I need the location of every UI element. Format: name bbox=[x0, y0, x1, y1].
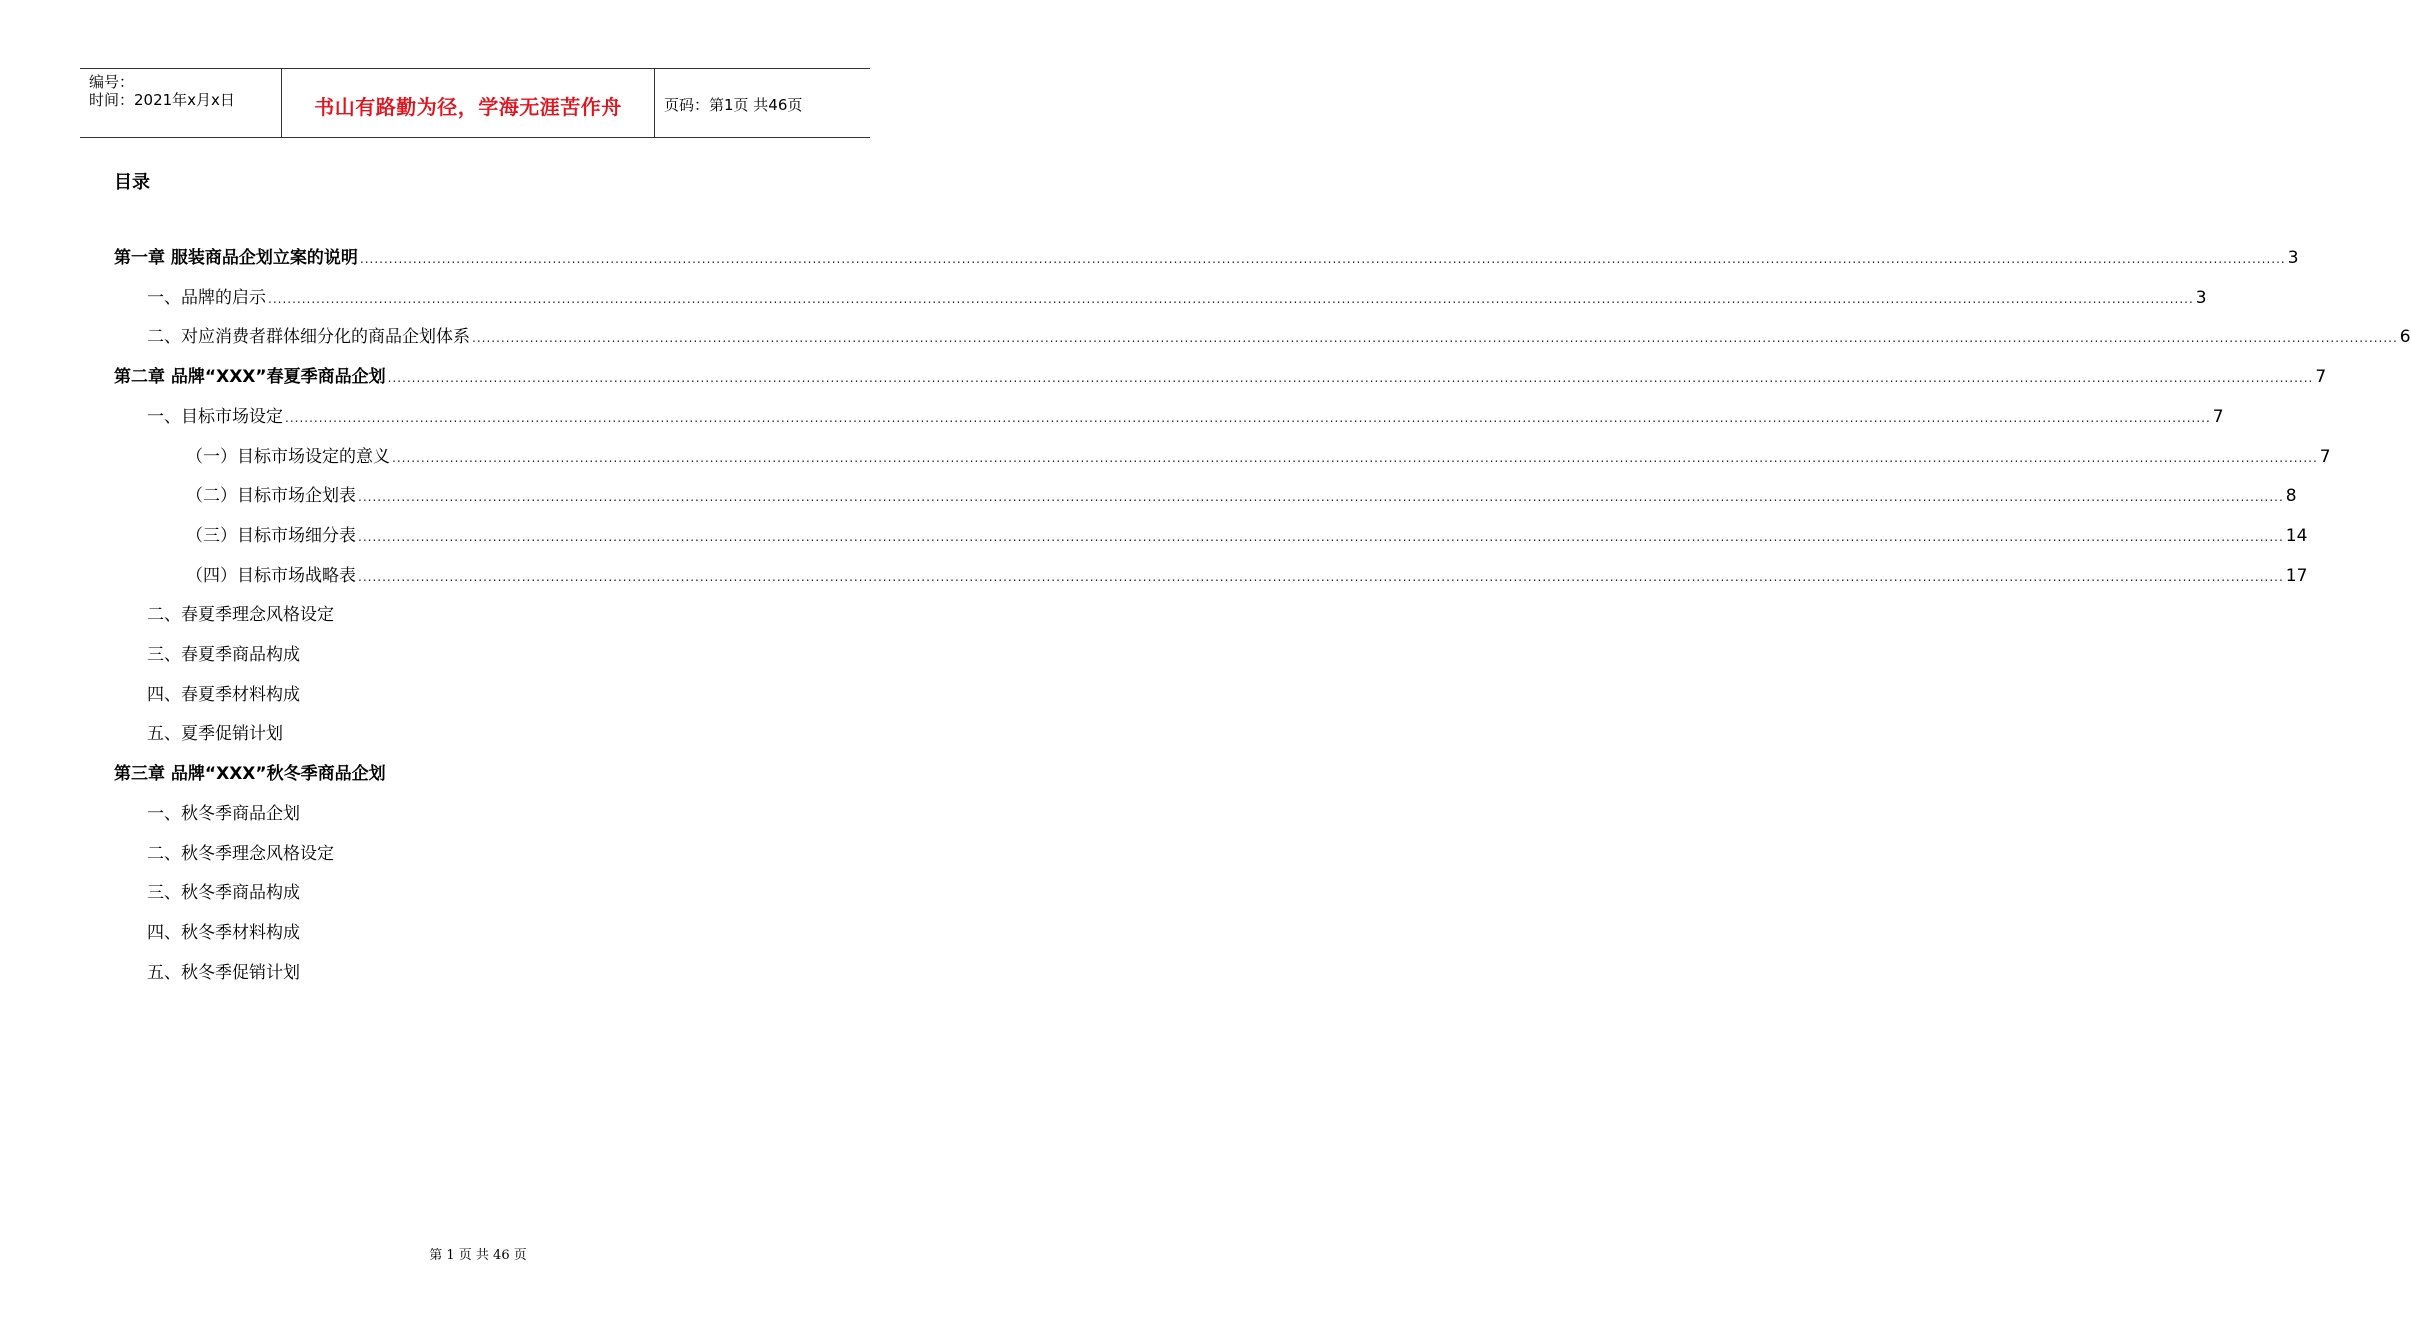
toc-entry[interactable] bbox=[147, 681, 300, 709]
toc-entry-label: （四）目标市场战略表 bbox=[186, 565, 356, 586]
toc-entry[interactable] bbox=[186, 482, 2297, 510]
toc-entry-label: 一、品牌的启示 bbox=[147, 287, 266, 308]
page-footer: 第 1 页 共 46 页 bbox=[429, 1248, 527, 1263]
toc-entry-label: （二）目标市场企划表 bbox=[186, 486, 356, 507]
toc-entry[interactable] bbox=[186, 443, 2331, 471]
toc-entry-page-number: 7 bbox=[2315, 367, 2327, 388]
toc-leader-dots: ................................................................................................................................................................................................................................................................................................................................................................................................................ bbox=[358, 529, 2284, 544]
header-page-counter: 页码：第1页 共46页 bbox=[664, 96, 803, 114]
toc-leader-dots: ................................................................................................................................................................................................................................................................................................................................................................................................................ bbox=[387, 371, 2314, 386]
toc-entry-label: 五、夏季促销计划 bbox=[147, 724, 283, 745]
toc-entry[interactable] bbox=[147, 601, 334, 629]
toc-entry-label: 第二章 品牌“XXX”春夏季商品企划 bbox=[114, 367, 386, 388]
page-header bbox=[80, 68, 870, 138]
toc-entry-label: 二、秋冬季理念风格设定 bbox=[147, 843, 334, 864]
toc-leader-dots: ................................................................................................................................................................................................................................................................................................................................................................................................................ bbox=[472, 331, 2398, 346]
toc-entry[interactable] bbox=[147, 323, 2411, 351]
toc-entry[interactable] bbox=[147, 403, 2224, 431]
toc-entry-page-number: 8 bbox=[2285, 486, 2297, 507]
toc-leader-dots: ................................................................................................................................................................................................................................................................................................................................................................................................................ bbox=[285, 410, 2211, 425]
toc-entry-label: 第一章 服装商品企划立案的说明 bbox=[114, 248, 358, 268]
toc-entry[interactable] bbox=[114, 363, 2327, 391]
toc-entry[interactable] bbox=[114, 760, 386, 788]
toc-entry[interactable] bbox=[186, 522, 2308, 550]
toc-entry-page-number: 6 bbox=[2399, 327, 2411, 348]
toc-entry[interactable] bbox=[147, 284, 2207, 312]
toc-leader-dots: ................................................................................................................................................................................................................................................................................................................................................................................................................ bbox=[359, 252, 2286, 266]
toc-entry[interactable] bbox=[147, 720, 283, 748]
toc-entry-label: （一）目标市场设定的意义 bbox=[186, 446, 390, 467]
toc-entry-label: 四、春夏季材料构成 bbox=[147, 684, 300, 705]
header-motto-cell bbox=[282, 69, 655, 137]
toc-leader-dots: ................................................................................................................................................................................................................................................................................................................................................................................................................ bbox=[358, 490, 2284, 505]
toc-entry-label: 三、秋冬季商品构成 bbox=[147, 883, 300, 904]
toc-entry-label: （三）目标市场细分表 bbox=[186, 525, 356, 546]
toc-entry-label: 二、春夏季理念风格设定 bbox=[147, 605, 334, 626]
toc-leader-dots: ................................................................................................................................................................................................................................................................................................................................................................................................................ bbox=[358, 569, 2284, 584]
toc-entry-label: 四、秋冬季材料构成 bbox=[147, 922, 300, 943]
toc-entry-page-number: 7 bbox=[2212, 406, 2224, 427]
toc-entry-page-number: 3 bbox=[2195, 287, 2207, 308]
toc-entry-page-number: 7 bbox=[2319, 446, 2331, 467]
toc-entry[interactable] bbox=[147, 840, 334, 868]
header-pager-cell bbox=[655, 69, 870, 137]
doc-date-label: 时间：2021年x月x日 bbox=[89, 91, 235, 109]
toc-entry-label: 三、春夏季商品构成 bbox=[147, 645, 300, 665]
toc-entry[interactable] bbox=[186, 562, 2308, 590]
toc-entry-page-number: 3 bbox=[2287, 248, 2299, 268]
doc-number-label: 编号： bbox=[89, 73, 135, 91]
toc-entry-label: 一、目标市场设定 bbox=[147, 406, 283, 427]
toc-entry-label: 第三章 品牌“XXX”秋冬季商品企划 bbox=[114, 764, 386, 785]
header-info-cell bbox=[80, 69, 282, 137]
toc-entry[interactable] bbox=[114, 244, 2299, 272]
toc-leader-dots: ................................................................................................................................................................................................................................................................................................................................................................................................................ bbox=[392, 450, 2318, 465]
toc-entry-label: 二、对应消费者群体细分化的商品企划体系 bbox=[147, 327, 470, 348]
toc-entry[interactable] bbox=[147, 641, 300, 669]
toc-leader-dots: ................................................................................................................................................................................................................................................................................................................................................................................................................ bbox=[268, 291, 2194, 306]
toc-entry-label: 五、秋冬季促销计划 bbox=[147, 962, 300, 983]
toc-entry[interactable] bbox=[147, 800, 300, 828]
toc-title: 目录 bbox=[114, 172, 150, 193]
toc-entry[interactable] bbox=[147, 879, 300, 907]
toc-entry[interactable] bbox=[147, 959, 300, 987]
toc-entry-label: 一、秋冬季商品企划 bbox=[147, 803, 300, 824]
toc-entry-page-number: 17 bbox=[2285, 565, 2308, 586]
toc-entry-page-number: 14 bbox=[2285, 525, 2308, 546]
toc-entry[interactable] bbox=[147, 919, 300, 947]
motto-text: 书山有路勤为径，学海无涯苦作舟 bbox=[314, 95, 622, 119]
